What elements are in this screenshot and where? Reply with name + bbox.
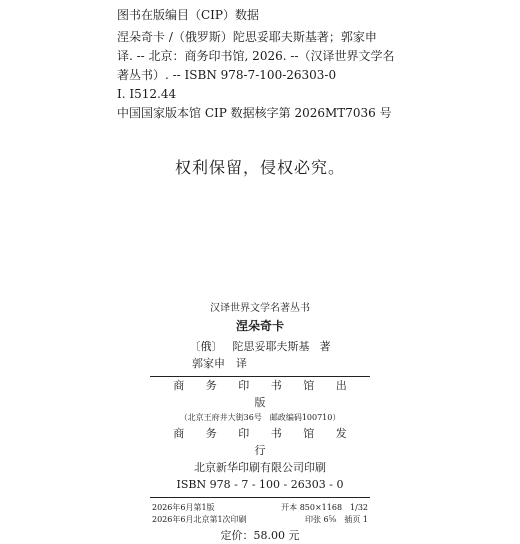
edition-first: 2026年6月第1版 bbox=[152, 503, 215, 512]
edition-row-2 bbox=[150, 514, 370, 526]
distributor-line: 商 务 印 书 馆 发 行 bbox=[173, 427, 356, 457]
edition-row-1 bbox=[150, 502, 370, 514]
cip-heading: 图书在版编目（CIP）数据 bbox=[117, 8, 259, 22]
divider bbox=[150, 497, 370, 498]
isbn-line: ISBN 978 - 7 - 100 - 26303 - 0 bbox=[176, 478, 344, 491]
imprint-block bbox=[150, 302, 370, 544]
printer-line: 北京新华印刷有限公司印刷 bbox=[194, 461, 326, 474]
publisher-address: （北京王府井大街36号 邮政编码100710） bbox=[179, 413, 341, 422]
rights-notice: 权利保留，侵权必究。 bbox=[174, 158, 345, 177]
cip-classification: I. I512.44 bbox=[117, 87, 177, 101]
author-name: 陀思妥耶夫斯基 bbox=[232, 340, 310, 353]
cip-block bbox=[117, 6, 417, 123]
book-price: 定价：58.00 元 bbox=[220, 529, 300, 542]
edition-printing: 2026年6月北京第1次印刷 bbox=[152, 515, 247, 524]
book-title: 涅朵奇卡 bbox=[235, 319, 284, 333]
author-role: 著 bbox=[319, 340, 331, 353]
translator-line: 郭家申 译 bbox=[192, 357, 247, 370]
cip-approval: 中国国家版本馆 CIP 数据核字第 2026MT7036 号 bbox=[117, 106, 392, 120]
author-line bbox=[150, 338, 370, 355]
cip-line-2: 译. -- 北京：商务印书馆, 2026. --（汉译世界文学名 bbox=[117, 49, 395, 63]
author-country: 〔俄〕 bbox=[189, 340, 223, 353]
book-format: 开本 850×1168 1/32 bbox=[281, 503, 368, 512]
cip-line-3: 著丛书）. -- ISBN 978-7-100-26303-0 bbox=[117, 68, 337, 82]
book-sheets: 印张 6⅝ 插页 1 bbox=[304, 515, 368, 524]
series-name: 汉译世界文学名著丛书 bbox=[210, 303, 310, 314]
publisher-line: 商 务 印 书 馆 出 版 bbox=[173, 379, 356, 409]
cip-line-1: 涅朵奇卡 /（俄罗斯）陀思妥耶夫斯基著；郭家申 bbox=[117, 30, 377, 44]
